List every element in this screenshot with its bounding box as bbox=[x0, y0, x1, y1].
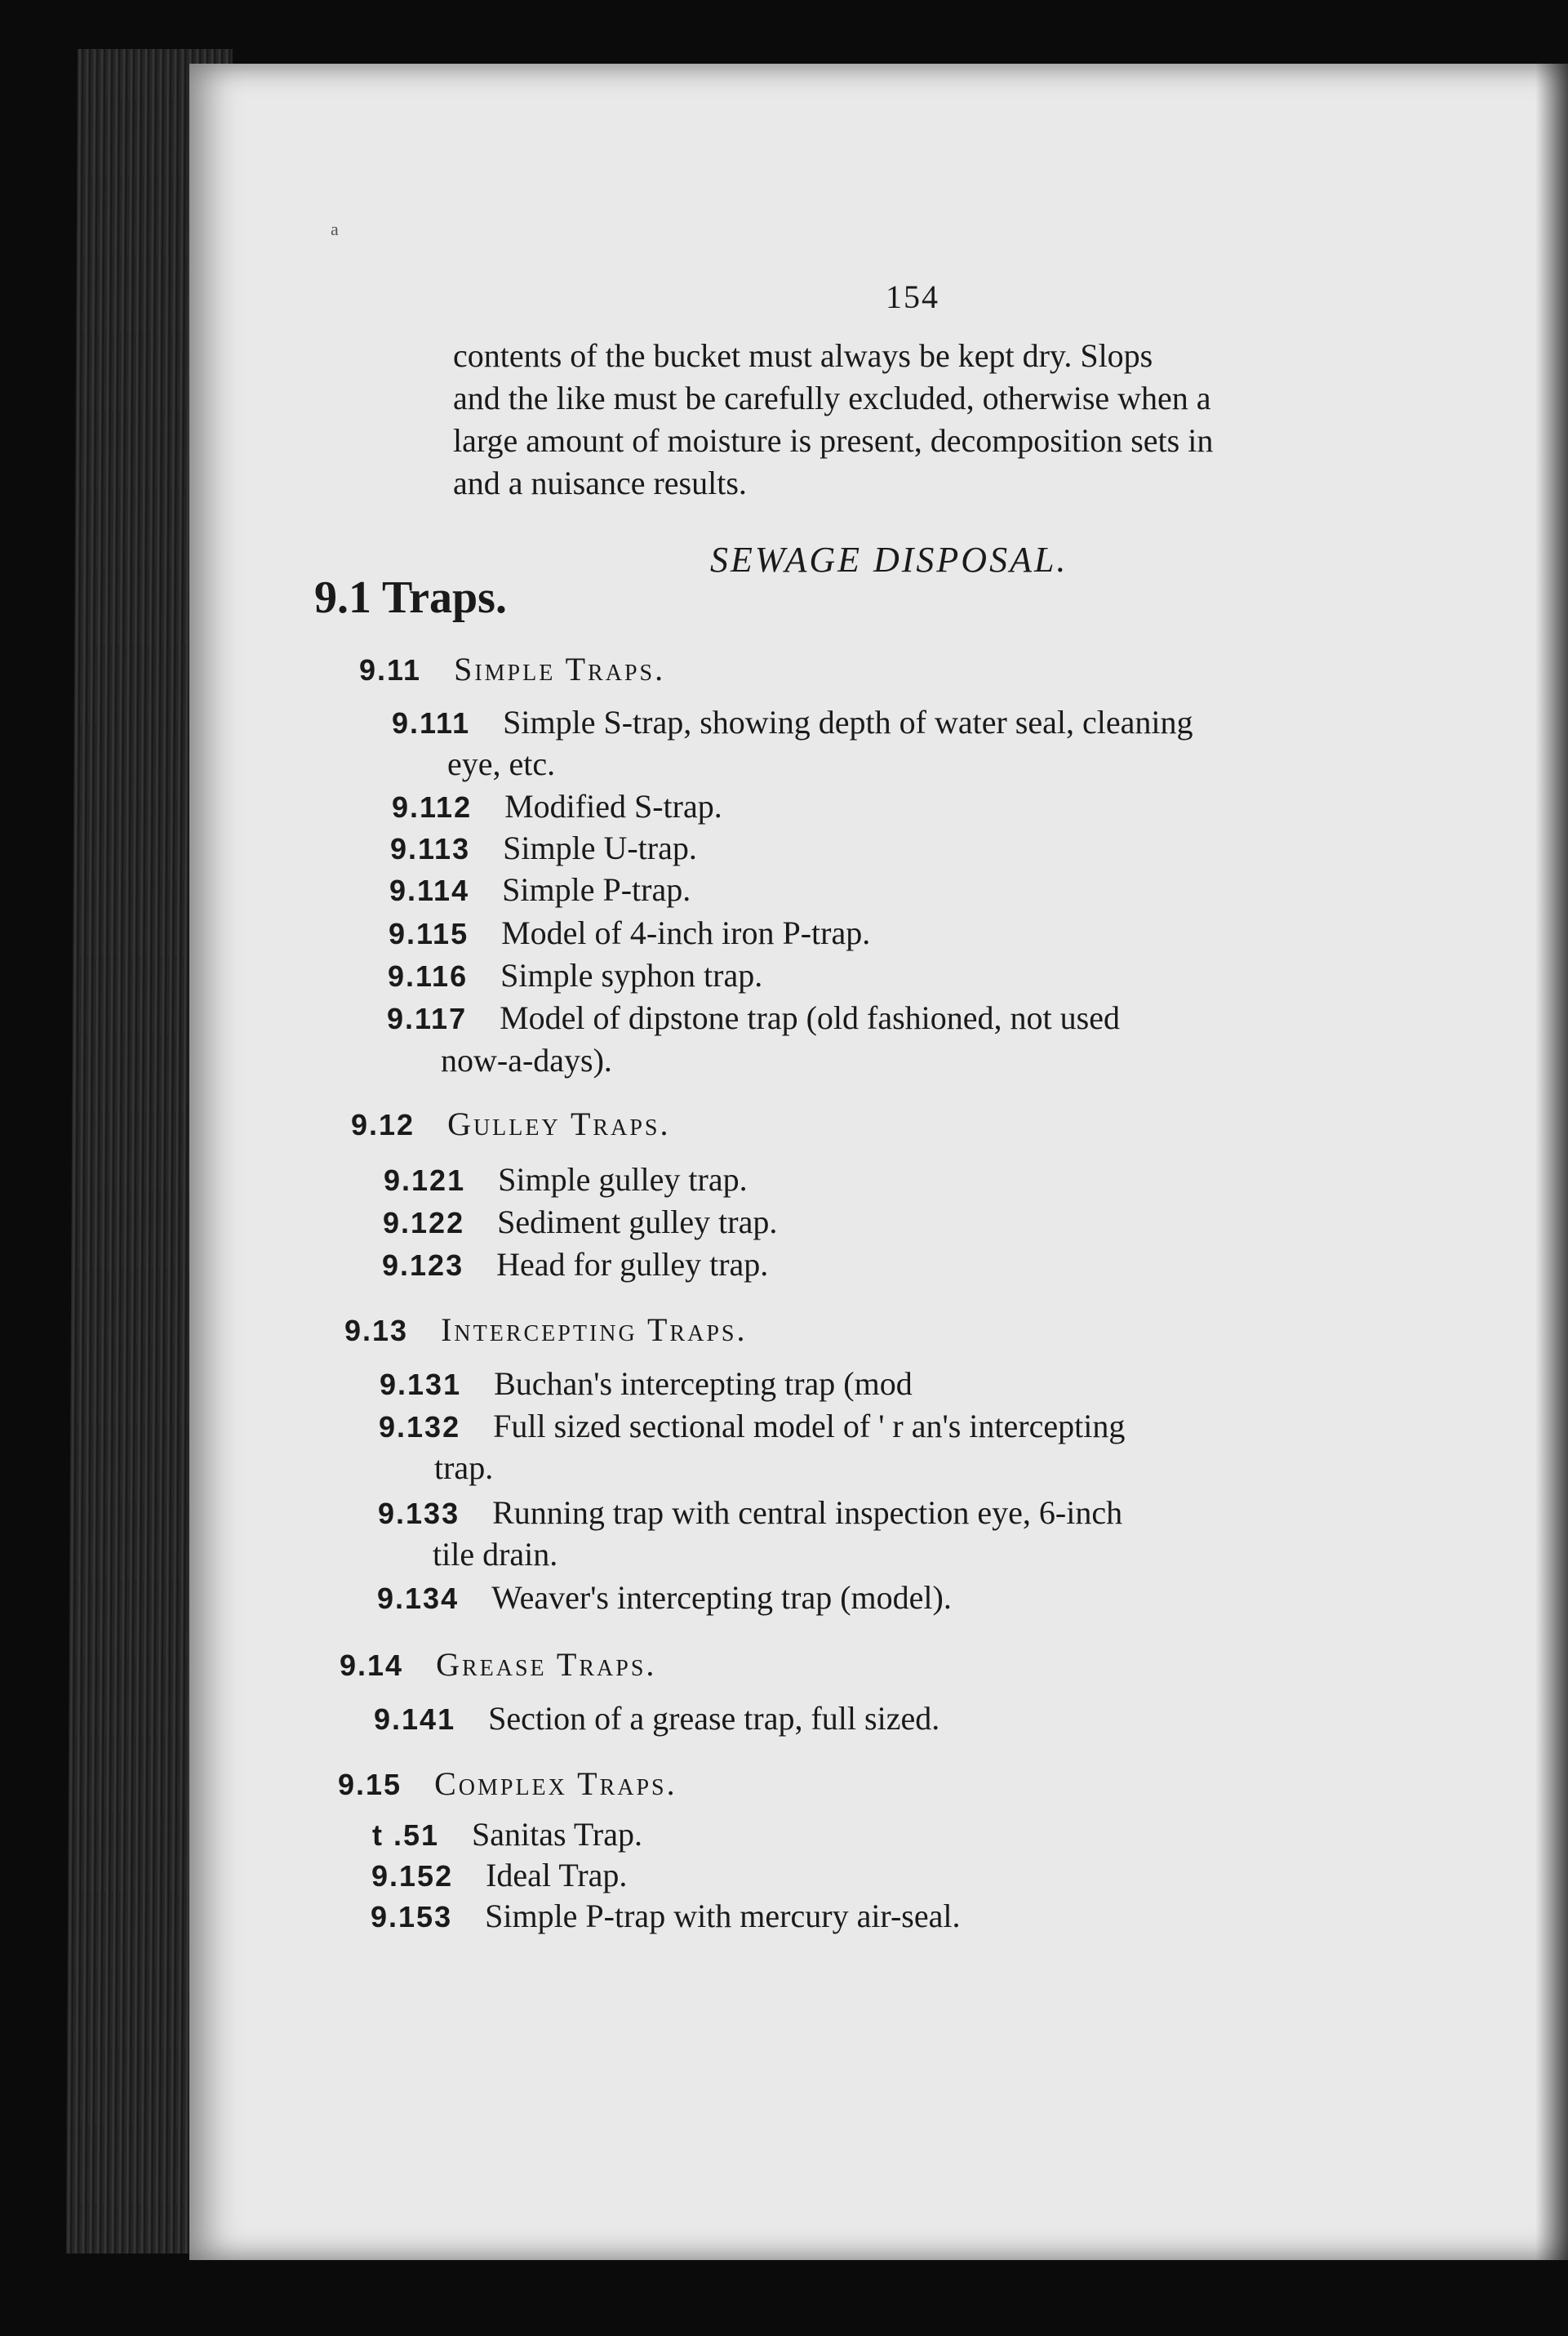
item-number: 9.116 bbox=[388, 959, 469, 993]
item-text: Head for gulley trap. bbox=[496, 1246, 769, 1283]
group-title: Complex Traps. bbox=[434, 1765, 677, 1802]
item-number: 9.114 bbox=[389, 874, 470, 907]
item-text: Simple U-trap. bbox=[503, 830, 697, 866]
intro-line: large amount of moisture is present, decomposition sets in bbox=[453, 422, 1214, 459]
group-title: Gulley Traps. bbox=[447, 1106, 671, 1142]
item-number: 9.133 bbox=[378, 1497, 460, 1530]
item-continuation: tile drain. bbox=[433, 1536, 558, 1573]
list-item bbox=[382, 1244, 768, 1286]
item-text: Simple syphon trap. bbox=[500, 957, 763, 994]
item-number: 9.117 bbox=[387, 1002, 468, 1035]
item-text: Simple S-trap, showing depth of water seal, cleaning bbox=[503, 704, 1193, 741]
list-item bbox=[389, 870, 691, 911]
page-gutter-shadow bbox=[1535, 64, 1568, 2260]
group-heading bbox=[338, 1764, 677, 1805]
item-text: Running trap with central inspection eye, 6-inch bbox=[492, 1494, 1123, 1531]
item-number: 9.121 bbox=[384, 1164, 466, 1197]
list-item bbox=[371, 1896, 960, 1938]
item-number: 9.111 bbox=[392, 706, 471, 740]
corner-mark: a bbox=[331, 219, 339, 239]
list-item bbox=[389, 913, 870, 954]
item-number: 9.132 bbox=[379, 1410, 461, 1444]
item-text: Section of a grease trap, full sized. bbox=[488, 1700, 940, 1737]
item-number: 9.123 bbox=[382, 1248, 464, 1282]
intro-line: and the like must be carefully excluded, otherwise when a bbox=[453, 380, 1211, 416]
intro-line: and a nuisance results. bbox=[453, 465, 747, 501]
item-number: 9.115 bbox=[389, 917, 469, 950]
item-number: 9.131 bbox=[380, 1368, 462, 1401]
list-item bbox=[392, 786, 722, 828]
item-text: Sanitas Trap. bbox=[472, 1816, 642, 1853]
item-number: 9.141 bbox=[374, 1702, 456, 1736]
group-heading bbox=[344, 1310, 747, 1351]
item-continuation: now-a-days). bbox=[441, 1042, 612, 1079]
item-text: Ideal Trap. bbox=[486, 1857, 628, 1893]
group-number: 9.11 bbox=[359, 653, 422, 687]
list-item bbox=[387, 998, 1120, 1039]
item-text: Sediment gulley trap. bbox=[497, 1204, 778, 1240]
list-item bbox=[372, 1814, 642, 1856]
item-text: Simple gulley trap. bbox=[498, 1161, 748, 1198]
heading-traps: 9.1 Traps. bbox=[314, 572, 507, 623]
item-number: 9.113 bbox=[390, 832, 471, 865]
item-text: Buchan's intercepting trap (mod bbox=[494, 1365, 913, 1402]
group-number: 9.15 bbox=[338, 1768, 402, 1801]
group-title: Grease Traps. bbox=[436, 1646, 657, 1683]
list-item bbox=[383, 1202, 777, 1244]
group-heading bbox=[340, 1644, 656, 1686]
item-text: Model of dipstone trap (old fashioned, not used bbox=[500, 999, 1120, 1036]
list-item bbox=[392, 702, 1193, 744]
item-number: 9.112 bbox=[392, 790, 473, 824]
item-text: Model of 4-inch iron P-trap. bbox=[501, 914, 871, 951]
group-title: Intercepting Traps. bbox=[441, 1311, 748, 1348]
item-text: Weaver's intercepting trap (model). bbox=[491, 1579, 952, 1616]
item-text: Simple P-trap. bbox=[502, 871, 691, 908]
item-number: 9.122 bbox=[383, 1206, 465, 1239]
list-item bbox=[378, 1493, 1122, 1534]
item-text: Modified S-trap. bbox=[504, 788, 722, 825]
item-text: Full sized sectional model of ' r an's intercepting bbox=[493, 1408, 1126, 1444]
item-text: Simple P-trap with mercury air-seal. bbox=[485, 1898, 961, 1934]
group-number: 9.14 bbox=[340, 1649, 404, 1682]
list-item bbox=[377, 1577, 952, 1619]
list-item bbox=[388, 955, 762, 997]
list-item bbox=[371, 1855, 627, 1897]
item-continuation: trap. bbox=[434, 1449, 494, 1486]
list-item bbox=[374, 1698, 939, 1740]
group-title: Simple Traps. bbox=[454, 651, 666, 687]
item-number: 9.152 bbox=[371, 1859, 454, 1893]
intro-paragraph bbox=[453, 335, 1375, 505]
item-number: 9.153 bbox=[371, 1900, 453, 1933]
section-title: SEWAGE DISPOSAL. bbox=[710, 540, 1068, 580]
list-item bbox=[380, 1364, 913, 1405]
list-item bbox=[390, 828, 697, 870]
group-number: 9.12 bbox=[351, 1108, 415, 1141]
item-number: 9.134 bbox=[377, 1582, 460, 1615]
item-continuation: eye, etc. bbox=[447, 745, 556, 782]
list-item bbox=[379, 1406, 1125, 1448]
item-number: t .51 bbox=[372, 1818, 440, 1852]
page-number: 154 bbox=[886, 278, 939, 315]
list-item bbox=[384, 1159, 748, 1201]
group-heading bbox=[351, 1104, 670, 1146]
group-number: 9.13 bbox=[344, 1314, 409, 1347]
group-heading bbox=[359, 649, 665, 691]
intro-line: contents of the bucket must always be kept dry. Slops bbox=[453, 337, 1153, 374]
